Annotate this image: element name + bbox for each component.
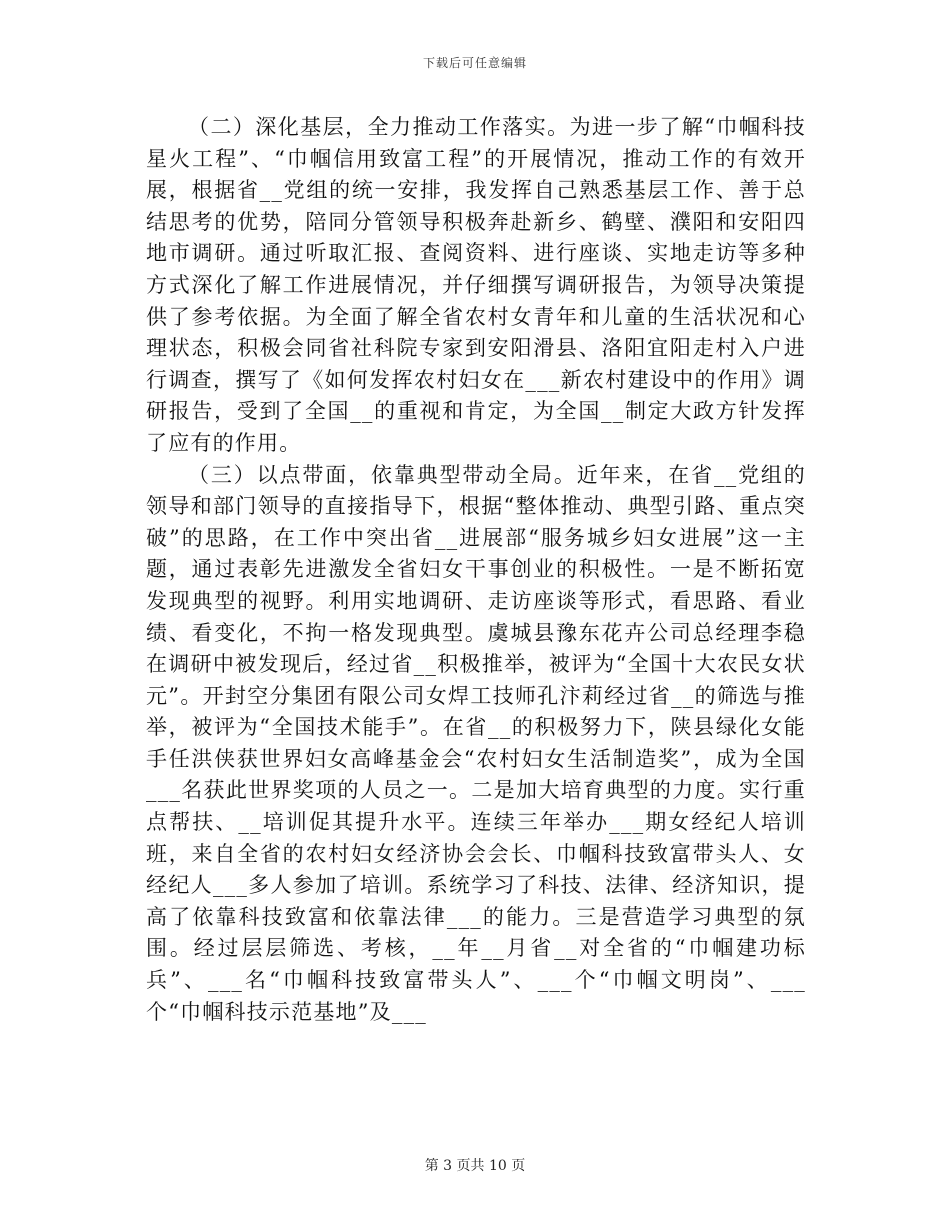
page-footer: 第 3 页共 10 页 xyxy=(424,1158,526,1174)
paragraph-typical-examples: （三）以点带面，依靠典型带动全局。近年来，在省__党组的领导和部门领导的直接指导下，根据“整体推动、典型引路、重点突破”的思路，在工作中突出省__进展部“服务城乡妇女进展”这一主题，通过表彰先进激发全省妇女干事创业的积极性。一是不断拓宽发现典型的视野。利用实地调研、走访座谈等形式，看思路、看业绩、看变化，不拘一格发现典型。虞城县豫东花卉公司总经理李稳在调研中被发现后，经过省__积极推举，被评为“全国十大农民女状元”。开封空分集团有限公司女焊工技师孔汴莉经过省__的筛选与推举，被评为“全国技术能手”。在省__的积极努力下，陕县绿化女能手任洪侠获世界妇女高峰基金会“农村妇女生活制造奖”，成为全国___名获此世界奖项的人员之一。二是加大培育典型的力度。实行重点帮扶、__培训促其提升水平。连续三年举办___期女经纪人培训班，来自全省的农村妇女经济协会会长、巾帼科技致富带头人、女经纪人___多人参加了培训。系统学习了科技、法律、经济知识，提高了依靠科技致富和依靠法律___的能力。三是营造学习典型的氛围。经过层层筛选、考核，__年__月省__对全省的“巾帼建功标兵”、___名“巾帼科技致富带头人”、___个“巾帼文明岗”、___个“巾帼科技示范基地”及___ xyxy=(146,462,806,1024)
page-header: 下载后可任意编辑 xyxy=(422,56,527,70)
document-body xyxy=(146,112,806,1028)
paragraph-deepen-grassroots: （二）深化基层，全力推动工作落实。为进一步了解“巾帼科技星火工程”、“巾帼信用致富工程”的开展情况，推动工作的有效开展，根据省__党组的统一安排，我发挥自己熟悉基层工作、善于总结思考的优势，陪同分管领导积极奔赴新乡、鹤壁、濮阳和安阳四地市调研。通过听取汇报、查阅资料、进行座谈、实地走访等多种方式深化了解工作进展情况，并仔细撰写调研报告，为领导决策提供了参考依据。为全面了解全省农村女青年和儿童的生活状况和心理状态，积极会同省社科院专家到安阳滑县、洛阳宜阳走村入户进行调查，撰写了《如何发挥农村妇女在___新农村建设中的作用》调研报告，受到了全国__的重视和肯定，为全国__制定大政方针发挥了应有的作用。 xyxy=(146,115,806,455)
